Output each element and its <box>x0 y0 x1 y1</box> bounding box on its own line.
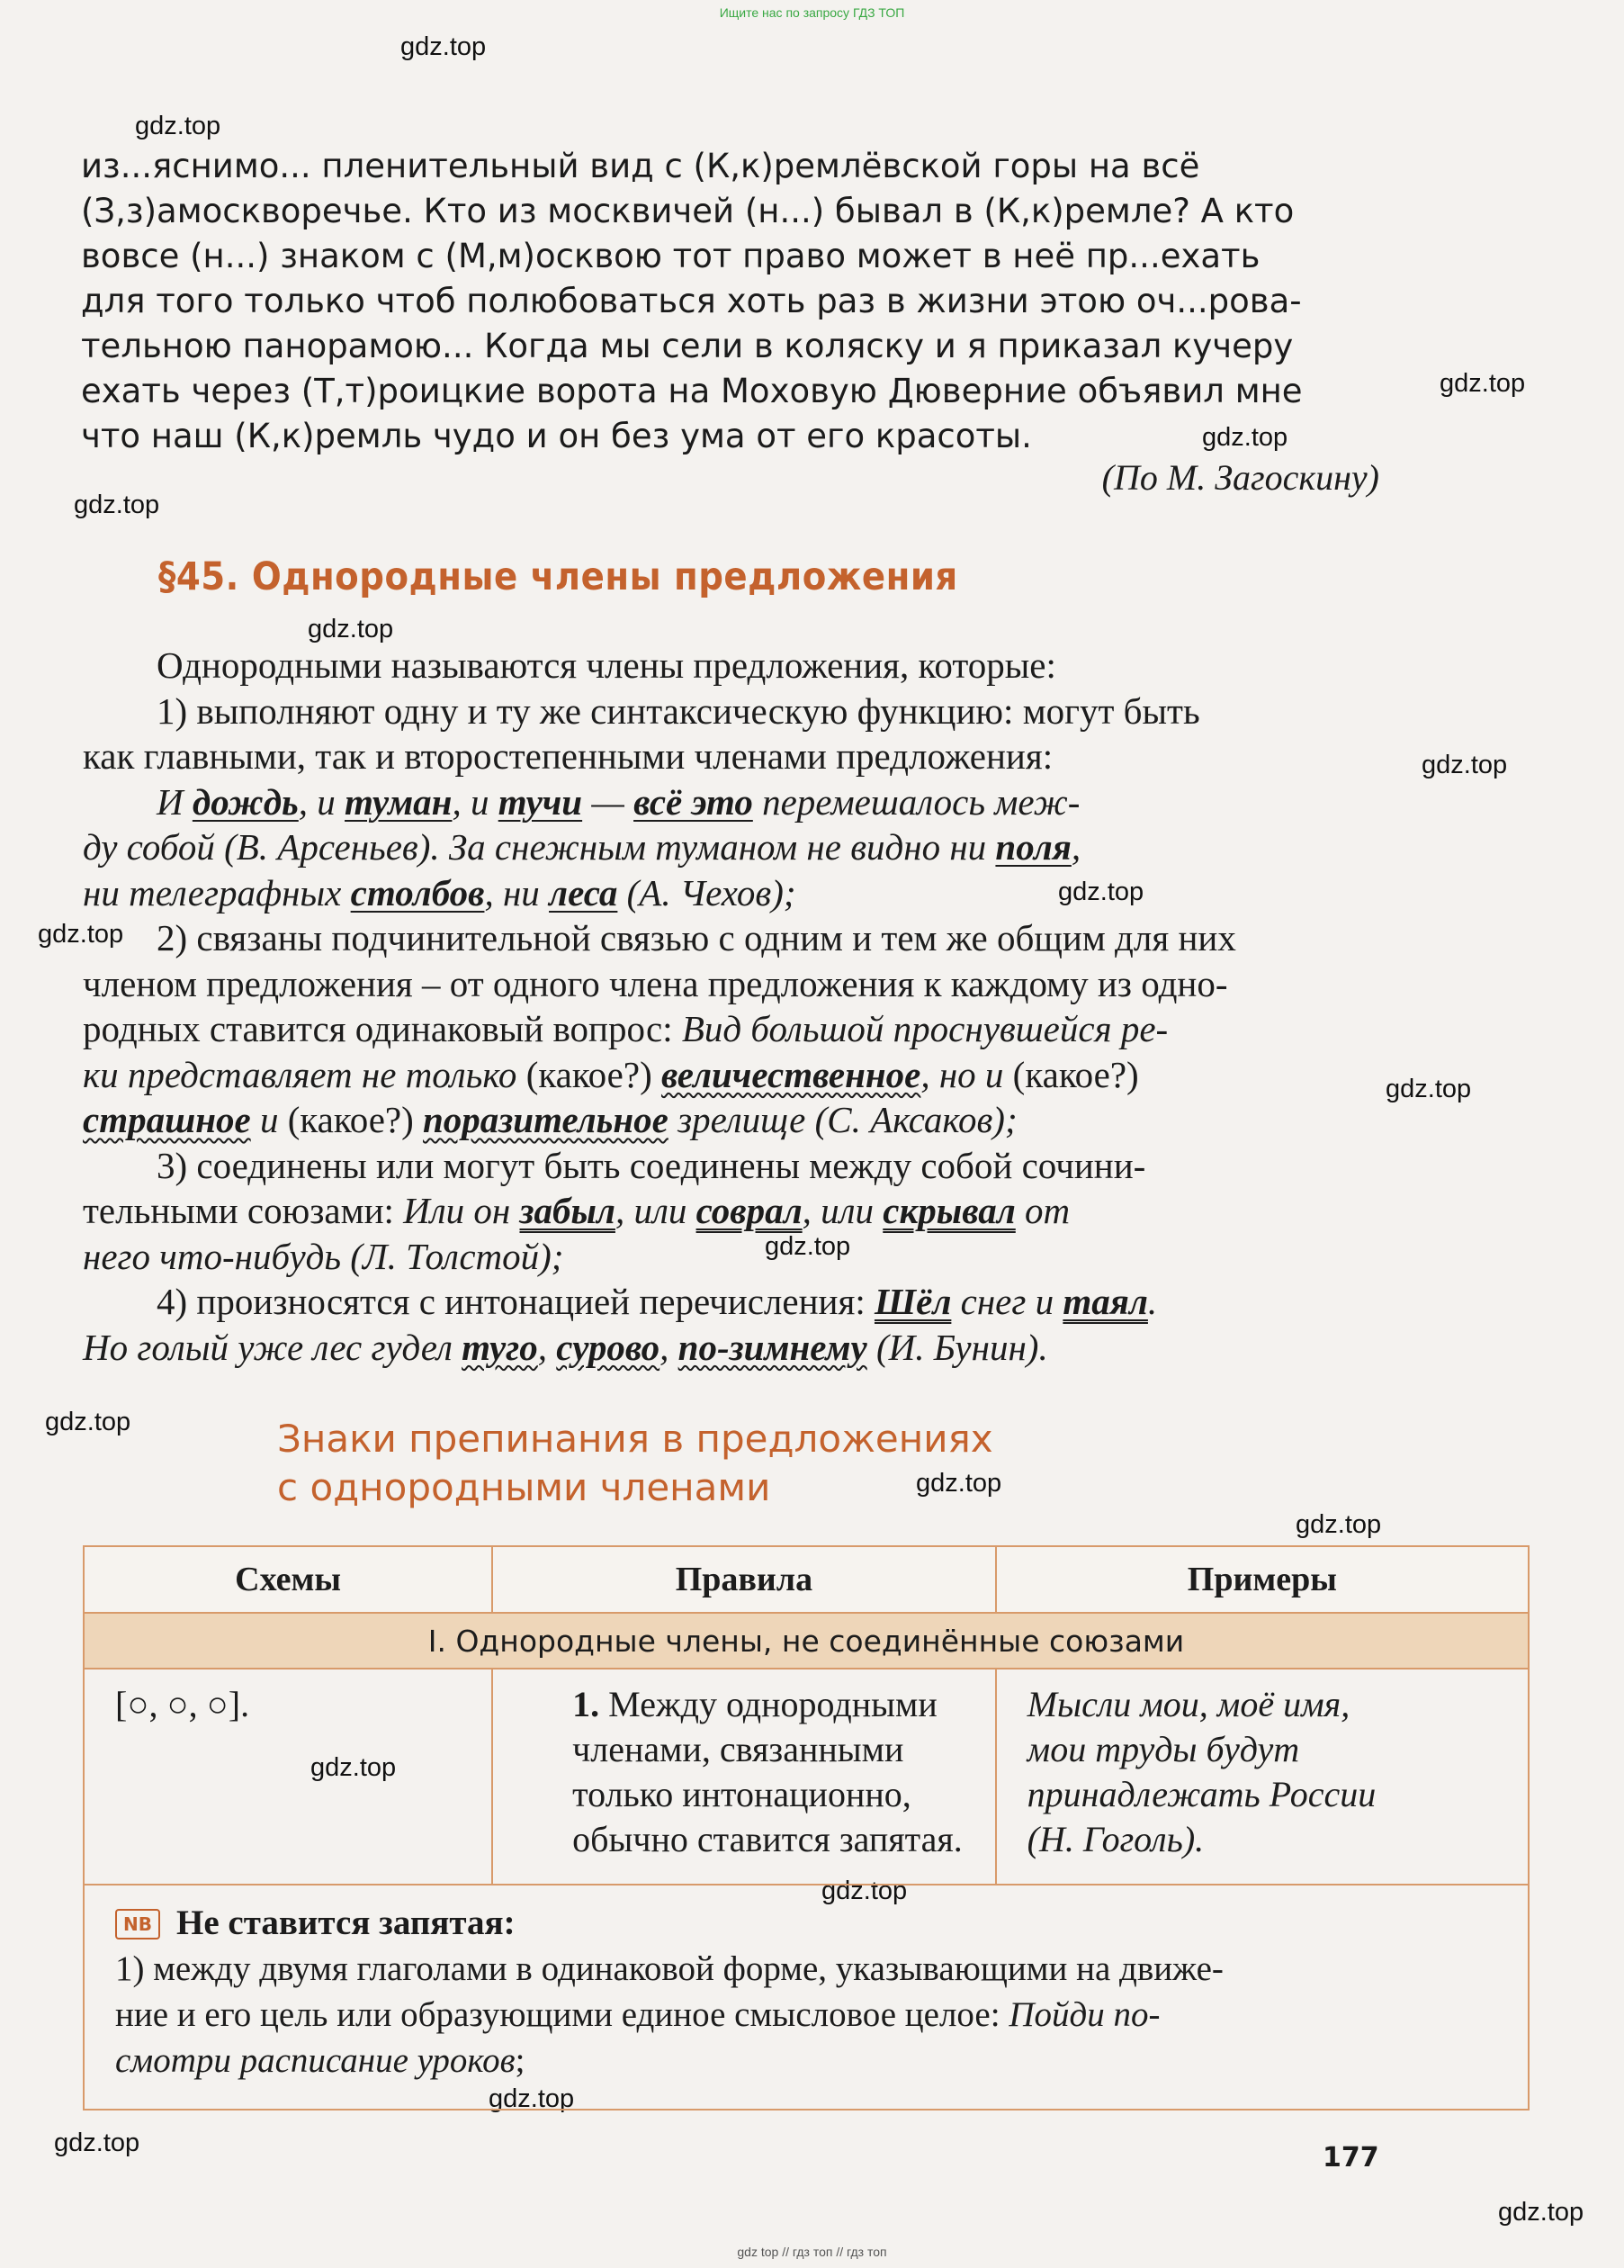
watermark: gdz.top <box>400 32 487 61</box>
intro-line: вовсе (н...) знаком с (М,м)осквою тот право может в неё пр...ехать <box>81 237 1261 275</box>
example-line: ду собой (В. Арсеньев). За снежным туманом не видно ни поля, <box>83 826 1081 868</box>
watermark: gdz.top <box>135 112 221 140</box>
watermark: gdz.top <box>74 490 160 519</box>
watermark: gdz.top <box>1498 2198 1584 2227</box>
punctuation-rules-table <box>83 1545 1530 2110</box>
def-line: страшное и (какое?) поразительное зрелище (С. Аксаков); <box>83 1099 1018 1140</box>
watermark: gdz.top <box>821 1876 908 1905</box>
table-header-row <box>84 1546 1529 1613</box>
intro-line: тельною панорамою... Когда мы сели в коляску и я приказал кучеру <box>81 327 1294 365</box>
scheme-cell: [○, ○, ○]. <box>84 1669 492 1885</box>
def-line: тельными союзами: Или он забыл, или соврал, или скрывал от <box>83 1190 1071 1231</box>
intro-line: ехать через (Т,т)роицкие ворота на Моховую Дюверние объявил мне <box>81 372 1303 410</box>
column-header: Правила <box>492 1546 996 1613</box>
watermark: gdz.top <box>489 2084 575 2113</box>
rule-cell: 1. Между однородными членами, связанными только интонационно, обычно ставится запятая. <box>492 1669 996 1885</box>
table-group-row <box>84 1613 1529 1669</box>
group-title: I. Однородные члены, не соединённые союзами <box>84 1613 1529 1669</box>
def-line: 2) связаны подчинительной связью с одним и тем же общим для них <box>157 917 1236 958</box>
column-header: Схемы <box>84 1546 492 1613</box>
example-line: И дождь, и туман, и тучи — всё это перемешалось меж- <box>157 780 1081 823</box>
def-line: родных ставится одинаковый вопрос: Вид большой проснувшейся ре- <box>83 1008 1169 1049</box>
example-cell: Мысли мои, моё имя, мои труды будут принадлежать России (Н. Гоголь). <box>996 1669 1529 1885</box>
watermark: gdz.top <box>1296 1510 1382 1539</box>
bottom-links[interactable]: gdz top // гдз топ // гдз топ <box>737 2245 887 2259</box>
intro-source: (По М. Загоскину) <box>1101 457 1379 498</box>
nb-title: Не ставится запятая: <box>176 1904 516 1942</box>
page-number: 177 <box>1323 2142 1379 2174</box>
watermark: gdz.top <box>1440 369 1526 398</box>
watermark: gdz.top <box>1058 878 1144 906</box>
def-line: ки представляет не только (какое?) величественное, но и (какое?) <box>83 1053 1139 1095</box>
nb-icon: NB <box>115 1909 160 1940</box>
intro-line: что наш (К,к)ремль чудо и он без ума от его красоты. <box>81 417 1032 455</box>
def-line: 3) соединены или могут быть соединены между собой сочини- <box>157 1144 1146 1186</box>
watermark: gdz.top <box>54 2128 140 2157</box>
watermark: gdz.top <box>1386 1075 1472 1103</box>
subsection-title: Знаки препинания в предложениях с однородными членами <box>277 1417 993 1509</box>
def-line: Однородными называются члены предложения, которые: <box>157 644 1056 686</box>
def-line: как главными, так и второстепенными членами предложения: <box>83 735 1054 777</box>
watermark: gdz.top <box>38 920 124 949</box>
watermark: gdz.top <box>1422 751 1508 779</box>
def-line: Но голый уже лес гудел туго, сурово, по-зимнему (И. Бунин). <box>83 1326 1048 1368</box>
watermark: gdz.top <box>310 1753 397 1782</box>
example-line: ни телеграфных столбов, ни леса (А. Чехов); <box>83 871 796 914</box>
def-line: членом предложения – от одного члена предложения к каждому из одно- <box>83 962 1228 1004</box>
def-line: него что-нибудь (Л. Толстой); <box>83 1235 564 1277</box>
intro-line: (З,з)амоскворечье. Кто из москвичей (н...) бывал в (К,к)ремле? А кто <box>81 192 1295 230</box>
nb-cell: NB Не ставится запятая: 1) между двумя глаголами в одинаковой форме, указывающими на движе- ние и его цель или образующими единое смысловое целое: Пойди по- смотри расписание уроков; <box>84 1885 1529 2110</box>
intro-text <box>81 144 1377 459</box>
table-row <box>84 1669 1529 1885</box>
watermark: gdz.top <box>916 1469 1002 1498</box>
intro-line: для того только чтоб полюбоваться хоть раз в жизни этою оч...рова- <box>81 282 1302 320</box>
nb-row <box>84 1885 1529 2110</box>
intro-line: из...яснимо... пленительный вид с (К,к)ремлёвской горы на всё <box>81 147 1200 185</box>
watermark: gdz.top <box>765 1232 851 1261</box>
top-search-hint[interactable]: Ищите нас по запросу ГДЗ ТОП <box>719 5 905 20</box>
def-line: 4) произносятся с интонацией перечисления: Шёл снег и таял. <box>157 1281 1158 1322</box>
watermark: gdz.top <box>308 615 394 644</box>
watermark: gdz.top <box>45 1408 131 1436</box>
definition-block <box>83 643 1378 1370</box>
watermark: gdz.top <box>1202 423 1288 452</box>
column-header: Примеры <box>996 1546 1529 1613</box>
def-line: 1) выполняют одну и ту же синтаксическую функцию: могут быть <box>157 689 1200 732</box>
section-title: §45. Однородные члены предложения <box>158 554 958 599</box>
